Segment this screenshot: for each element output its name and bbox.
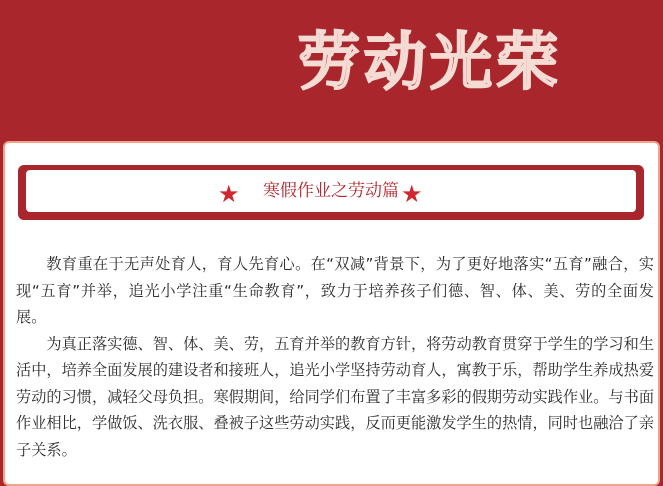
banner-title: 劳动光荣 <box>298 25 563 98</box>
article-body <box>16 251 654 463</box>
section-heading-frame <box>18 165 644 220</box>
paragraph: 为真正落实德、智、体、美、劳，五育并举的教育方针，将劳动教育贯穿于学生的学习和生活中，培养全面发展的建设者和接班人，追光小学坚持劳动育人，寓教于乐，帮助学生养成热爱劳动的习惯，减轻父母负担。寒假期间，给同学们布置了丰富多彩的假期劳动实践作业。与书面作业相比，学做饭、洗衣服、叠被子这些劳动实践，反而更能激发学生的热情，同时也融洽了亲子关系。 <box>16 334 654 459</box>
star-icon: ★ <box>401 180 423 208</box>
paragraph: 教育重在于无声处育人，育人先育心。在“双减”背景下，为了更好地落实“五育”融合，实现“五育”并举，追光小学注重“生命教育”，致力于培养孩子们德、智、体、美、劳的全面发展。 <box>16 255 654 326</box>
header-banner <box>0 0 663 140</box>
star-icon: ★ <box>218 180 240 208</box>
section-heading-inner <box>26 170 636 212</box>
content-card <box>3 141 660 486</box>
section-heading: 寒假作业之劳动篇 <box>263 181 399 201</box>
